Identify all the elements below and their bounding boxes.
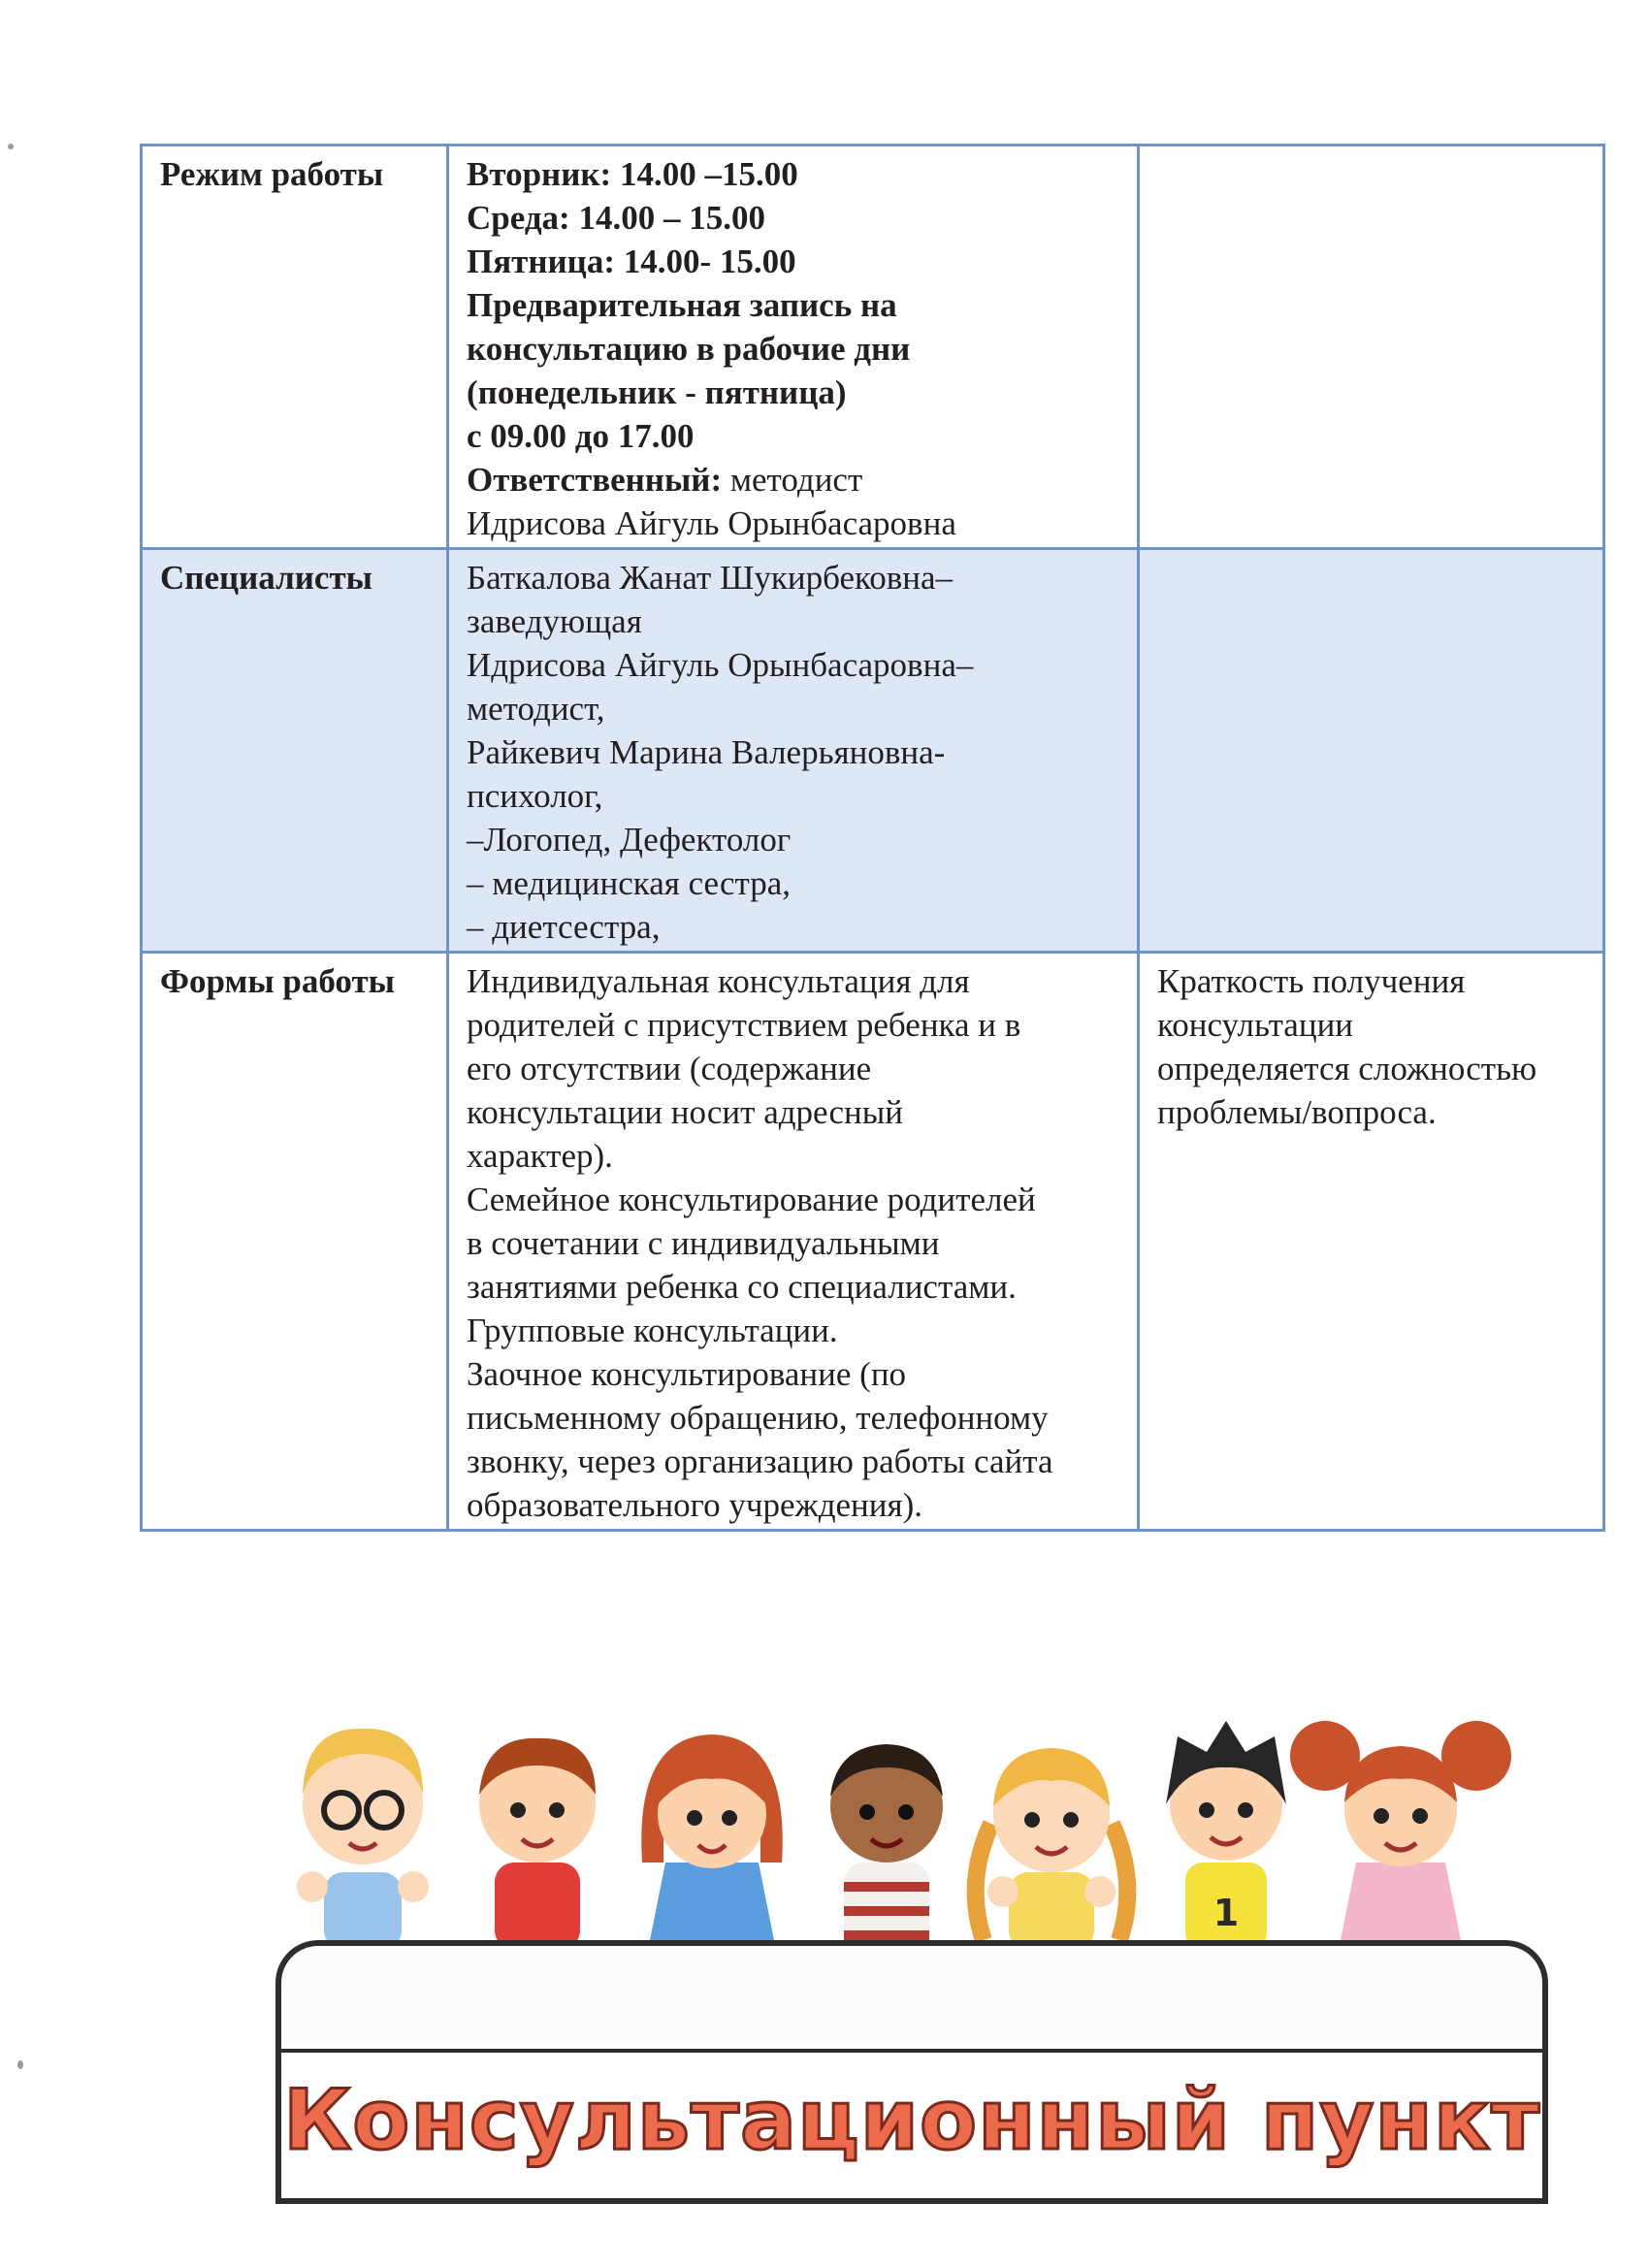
schedule-cell [448, 146, 1139, 549]
table-row-forms [142, 953, 1604, 1531]
specialist-line: Идрисова Айгуль Орынбасаровна– [467, 646, 974, 684]
sign-board [275, 2049, 1548, 2204]
schedule-line: (понедельник - пятница) [467, 373, 847, 411]
scan-speck [8, 144, 14, 149]
forms-line: родителей с присутствием ребенка и в [467, 1006, 1021, 1044]
forms-line: консультации носит адресный [467, 1093, 903, 1131]
scan-speck [17, 2060, 23, 2069]
table-row-specialists [142, 549, 1604, 953]
specialist-line: методист, [467, 690, 605, 728]
forms-line: письменному обращению, телефонному [467, 1399, 1049, 1437]
forms-line: Индивидуальная консультация для [467, 962, 970, 1000]
sign-board-top [275, 1940, 1548, 2053]
forms-line: образовательного учреждения). [467, 1486, 923, 1524]
note-cell [1139, 549, 1604, 953]
row-label: Формы работы [142, 953, 448, 1531]
note-cell [1139, 146, 1604, 549]
forms-cell [448, 953, 1139, 1531]
note-line: Краткость получения [1157, 962, 1466, 1000]
note-cell [1139, 953, 1604, 1531]
note-line: определяется сложностью [1157, 1050, 1537, 1087]
specialist-line: Баткалова Жанат Шукирбековна– [467, 559, 954, 597]
specialist-line: – диетсестра, [467, 908, 661, 946]
schedule-line: Среда: 14.00 – 15.00 [467, 199, 765, 237]
note-line: проблемы/вопроса. [1157, 1093, 1437, 1131]
specialist-line: заведующая [467, 602, 642, 640]
svg-text:1: 1 [1212, 1892, 1240, 1934]
specialists-cell [448, 549, 1139, 953]
consultation-banner [275, 1717, 1541, 2192]
schedule-line: Предварительная запись на [467, 286, 897, 324]
schedule-line: с 09.00 до 17.00 [467, 417, 695, 455]
specialist-line: психолог, [467, 777, 603, 815]
schedule-line: консультацию в рабочие дни [467, 330, 911, 368]
forms-line: занятиями ребенка со специалистами. [467, 1268, 1017, 1306]
forms-line: характер). [467, 1137, 613, 1175]
row-label: Режим работы [142, 146, 448, 549]
responsible-line: Ответственный: методист [467, 461, 863, 499]
specialist-line: –Логопед, Дефектолог [467, 821, 792, 859]
forms-line: в сочетании с индивидуальными [467, 1224, 940, 1262]
table-row-schedule [142, 146, 1604, 549]
responsible-name: Идрисова Айгуль Орынбасаровна [467, 504, 956, 542]
consultation-info-table [140, 144, 1605, 1532]
row-label: Специалисты [142, 549, 448, 953]
specialist-line: Райкевич Марина Валерьяновна- [467, 733, 946, 771]
banner-title: Консультационный пункт [282, 2072, 1541, 2169]
forms-line: его отсутствии (содержание [467, 1050, 872, 1087]
forms-line: Заочное консультирование (по [467, 1355, 907, 1393]
schedule-line: Вторник: 14.00 –15.00 [467, 155, 798, 193]
note-line: консультации [1157, 1006, 1354, 1044]
schedule-line: Пятница: 14.00- 15.00 [467, 243, 796, 280]
forms-line: Семейное консультирование родителей [467, 1181, 1036, 1218]
forms-line: звонку, через организацию работы сайта [467, 1442, 1053, 1480]
specialist-line: – медицинская сестра, [467, 864, 792, 902]
forms-line: Групповые консультации. [467, 1312, 838, 1349]
child-figure [976, 1748, 1128, 1950]
